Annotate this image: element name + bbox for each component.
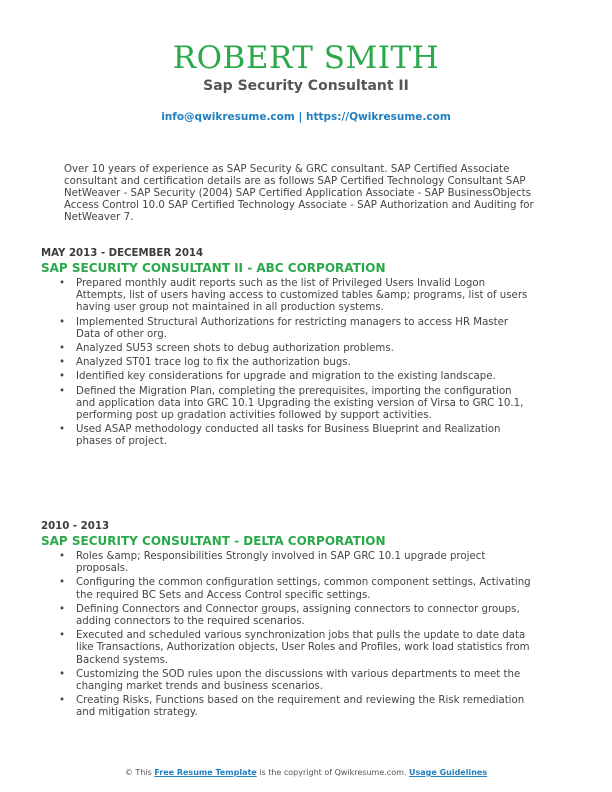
email-link[interactable]: info@qwikresume.com [161, 111, 295, 123]
job-dates: MAY 2013 - DECEMBER 2014 [41, 248, 204, 259]
list-item: • Roles &amp; Responsibilities Strongly involved in SAP GRC 10.1 upgrade project proposals. [59, 551, 531, 575]
usage-guidelines-link[interactable]: Usage Guidelines [408, 768, 488, 777]
contact-separator: | [298, 111, 303, 123]
experience-entry-2 [41, 520, 531, 722]
candidate-name: ROBERT SMITH [172, 40, 440, 76]
contact-line [0, 111, 612, 123]
list-item: • Defined the Migration Plan, completing the prerequisites, importing the configuration and application data into GRC 10.1 Upgrading the existing version of Virsa to GRC 10.1, performing post up gradation activities followed by support activities. [59, 386, 531, 423]
list-item: • Prepared monthly audit reports such as the list of Privileged Users Invalid Logon Attempts, list of users having access to customized tables &amp; programs, list of users having user group not maintained in all production systems. [59, 278, 531, 315]
job-dates: 2010 - 2013 [41, 521, 110, 532]
footer-prefix: © This [124, 768, 152, 777]
page-footer [0, 768, 612, 777]
list-item: • Creating Risks, Functions based on the requirement and reviewing the Risk remediation and mitigation strategy. [59, 695, 531, 719]
summary-paragraph: Over 10 years of experience as SAP Security & GRC consultant. SAP Certified Associate consultant and certification details are as follows SAP Certified Technology Consultant SAP NetWeaver - SAP Security (2004) SAP Certified Application Associate - SAP BusinessObjects Access Control 10.0 SAP Certified Technology Associate - SAP Authorization and Auditing for NetWeaver 7. [64, 164, 534, 223]
list-item: • Executed and scheduled various synchronization jobs that pulls the update to date data like Transactions, Authorization objects, User Roles and Profiles, work load statistics from Backend systems. [59, 630, 531, 667]
job-bullet-list [41, 278, 531, 449]
job-title: SAP SECURITY CONSULTANT - DELTA CORPORATION [41, 534, 386, 548]
list-item: • Identified key considerations for upgrade and migration to the existing landscape. [59, 371, 531, 383]
list-item: • Configuring the common configuration settings, common component settings, Activating the required BC Sets and Access Control specific settings. [59, 577, 531, 601]
website-link[interactable]: https://Qwikresume.com [305, 111, 451, 123]
list-item: • Used ASAP methodology conducted all tasks for Business Blueprint and Realization phases of project. [59, 424, 531, 448]
list-item: • Defining Connectors and Connector groups, assigning connectors to connector groups, adding connectors to the required scenarios. [59, 604, 531, 628]
list-item: • Customizing the SOD rules upon the discussions with various departments to meet the changing market trends and business scenarios. [59, 669, 531, 693]
job-title: SAP SECURITY CONSULTANT II - ABC CORPORATION [41, 261, 386, 275]
footer-copyright-text: is the copyright of Qwikresume.com. [259, 768, 407, 777]
list-item: • Analyzed SU53 screen shots to debug authorization problems. [59, 343, 531, 355]
free-resume-template-link[interactable]: Free Resume Template [154, 768, 257, 777]
candidate-title: Sap Security Consultant II [203, 78, 409, 94]
job-bullet-list [41, 551, 531, 720]
list-item: • Implemented Structural Authorizations for restricting managers to access HR Master Data of other org. [59, 317, 531, 341]
experience-entry-1 [41, 247, 531, 451]
list-item: • Analyzed ST01 trace log to fix the authorization bugs. [59, 357, 531, 369]
